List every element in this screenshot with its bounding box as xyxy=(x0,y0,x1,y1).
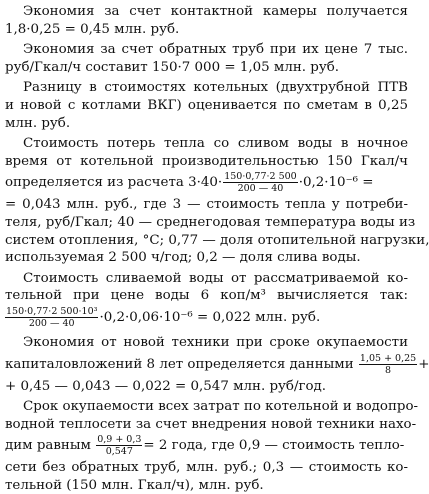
text-line: Срок окупаемости всех затрат по котельной и водопро- xyxy=(23,399,419,415)
formula-text: дим равным xyxy=(5,438,91,454)
text-line: руб/Гкал/ч составит 150·7 000 = 1,05 млн. руб. xyxy=(5,59,340,75)
text-line: млн. руб. xyxy=(5,115,71,131)
formula-line xyxy=(5,170,408,196)
text-line: тельной (150 млн. Гкал/ч), млн. руб. xyxy=(5,477,264,493)
fraction-numerator: 150·0,77·2 500·10³ xyxy=(6,305,98,317)
text-line: и новой с котлами ВКГ) оценивается по сметам в 0,25 xyxy=(5,97,408,113)
formula-text: капиталовложений 8 лет определяется данными xyxy=(5,356,354,372)
formula-text: ·0,2·10⁻⁶ = xyxy=(298,175,374,191)
text-line: используемая 2 500 ч/год; 0,2 — доля слива воды. xyxy=(5,250,361,266)
text-line: Экономия за счет обратных труб при их цене 7 тыс. xyxy=(23,42,408,58)
text-line: + 0,45 — 0,043 — 0,022 = 0,547 млн. руб/год. xyxy=(5,378,327,394)
formula-line xyxy=(5,433,408,459)
text-line: Стоимость сливаемой воды от рассматриваемой ко- xyxy=(23,270,408,286)
text-line: время от котельной производительностью 150 Гкал/ч xyxy=(5,153,408,169)
fraction-denominator: 0,547 xyxy=(105,446,133,458)
fraction-numerator: 0,9 + 0,3 xyxy=(97,434,142,446)
text-line: Экономия за счет контактной камеры получается xyxy=(23,4,408,19)
text-line: = 0,043 млн. руб., где 3 — стоимость тепла у потреби- xyxy=(5,197,408,213)
paragraph-boiler-difference xyxy=(5,79,408,132)
fraction xyxy=(5,306,98,329)
formula-text: + xyxy=(418,356,429,372)
fraction xyxy=(359,353,417,376)
fraction-numerator: 150·0,77·2 500 xyxy=(224,171,297,183)
paragraph-contact-chamber xyxy=(5,3,408,38)
formula-line xyxy=(5,352,429,378)
paragraph-new-technology-savings xyxy=(5,334,429,395)
text-line: систем отопления, °С; 0,77 — доля отопительной нагрузки, xyxy=(5,232,429,248)
text-line: 1,8·0,25 = 0,45 млн. руб. xyxy=(5,21,180,37)
text-line: теля, руб/Гкал; 40 — среднегодовая температура воды из xyxy=(5,214,416,230)
paragraph-payback-period xyxy=(5,398,419,494)
text-line: Разницу в стоимостях котельных (двухтрубной ПТВ xyxy=(23,80,408,96)
fraction xyxy=(96,434,142,457)
paragraph-return-pipes xyxy=(5,41,408,76)
text-line: Экономия от новой техники при сроке окупаемости xyxy=(23,334,408,350)
fraction-numerator: 1,05 + 0,25 xyxy=(359,352,417,364)
fraction xyxy=(223,171,298,194)
fraction-denominator: 200 — 40 xyxy=(237,183,284,195)
formula-text: ·0,2·0,06·10⁻⁶ = 0,022 млн. руб. xyxy=(99,309,321,325)
fraction-denominator: 200 — 40 xyxy=(28,317,75,329)
text-line: Стоимость потерь тепла со сливом воды в ночное xyxy=(23,136,408,152)
text-line: сети без обратных труб, млн. руб.; 0,3 — стоимость ко- xyxy=(5,460,408,476)
paragraph-heat-loss xyxy=(5,135,429,267)
text-line: водной теплосети за счет внедрения новой техники нахо- xyxy=(5,416,417,432)
paragraph-drained-water xyxy=(5,270,408,331)
fraction-denominator: 8 xyxy=(385,364,392,376)
text-line: тельной при цене воды 6 коп/м³ вычисляется так: xyxy=(5,288,408,304)
formula-line xyxy=(5,305,408,331)
formula-text: = 2 года, где 0,9 — стоимость тепло- xyxy=(143,438,405,454)
formula-text: определяется из расчета 3·40· xyxy=(5,175,223,191)
